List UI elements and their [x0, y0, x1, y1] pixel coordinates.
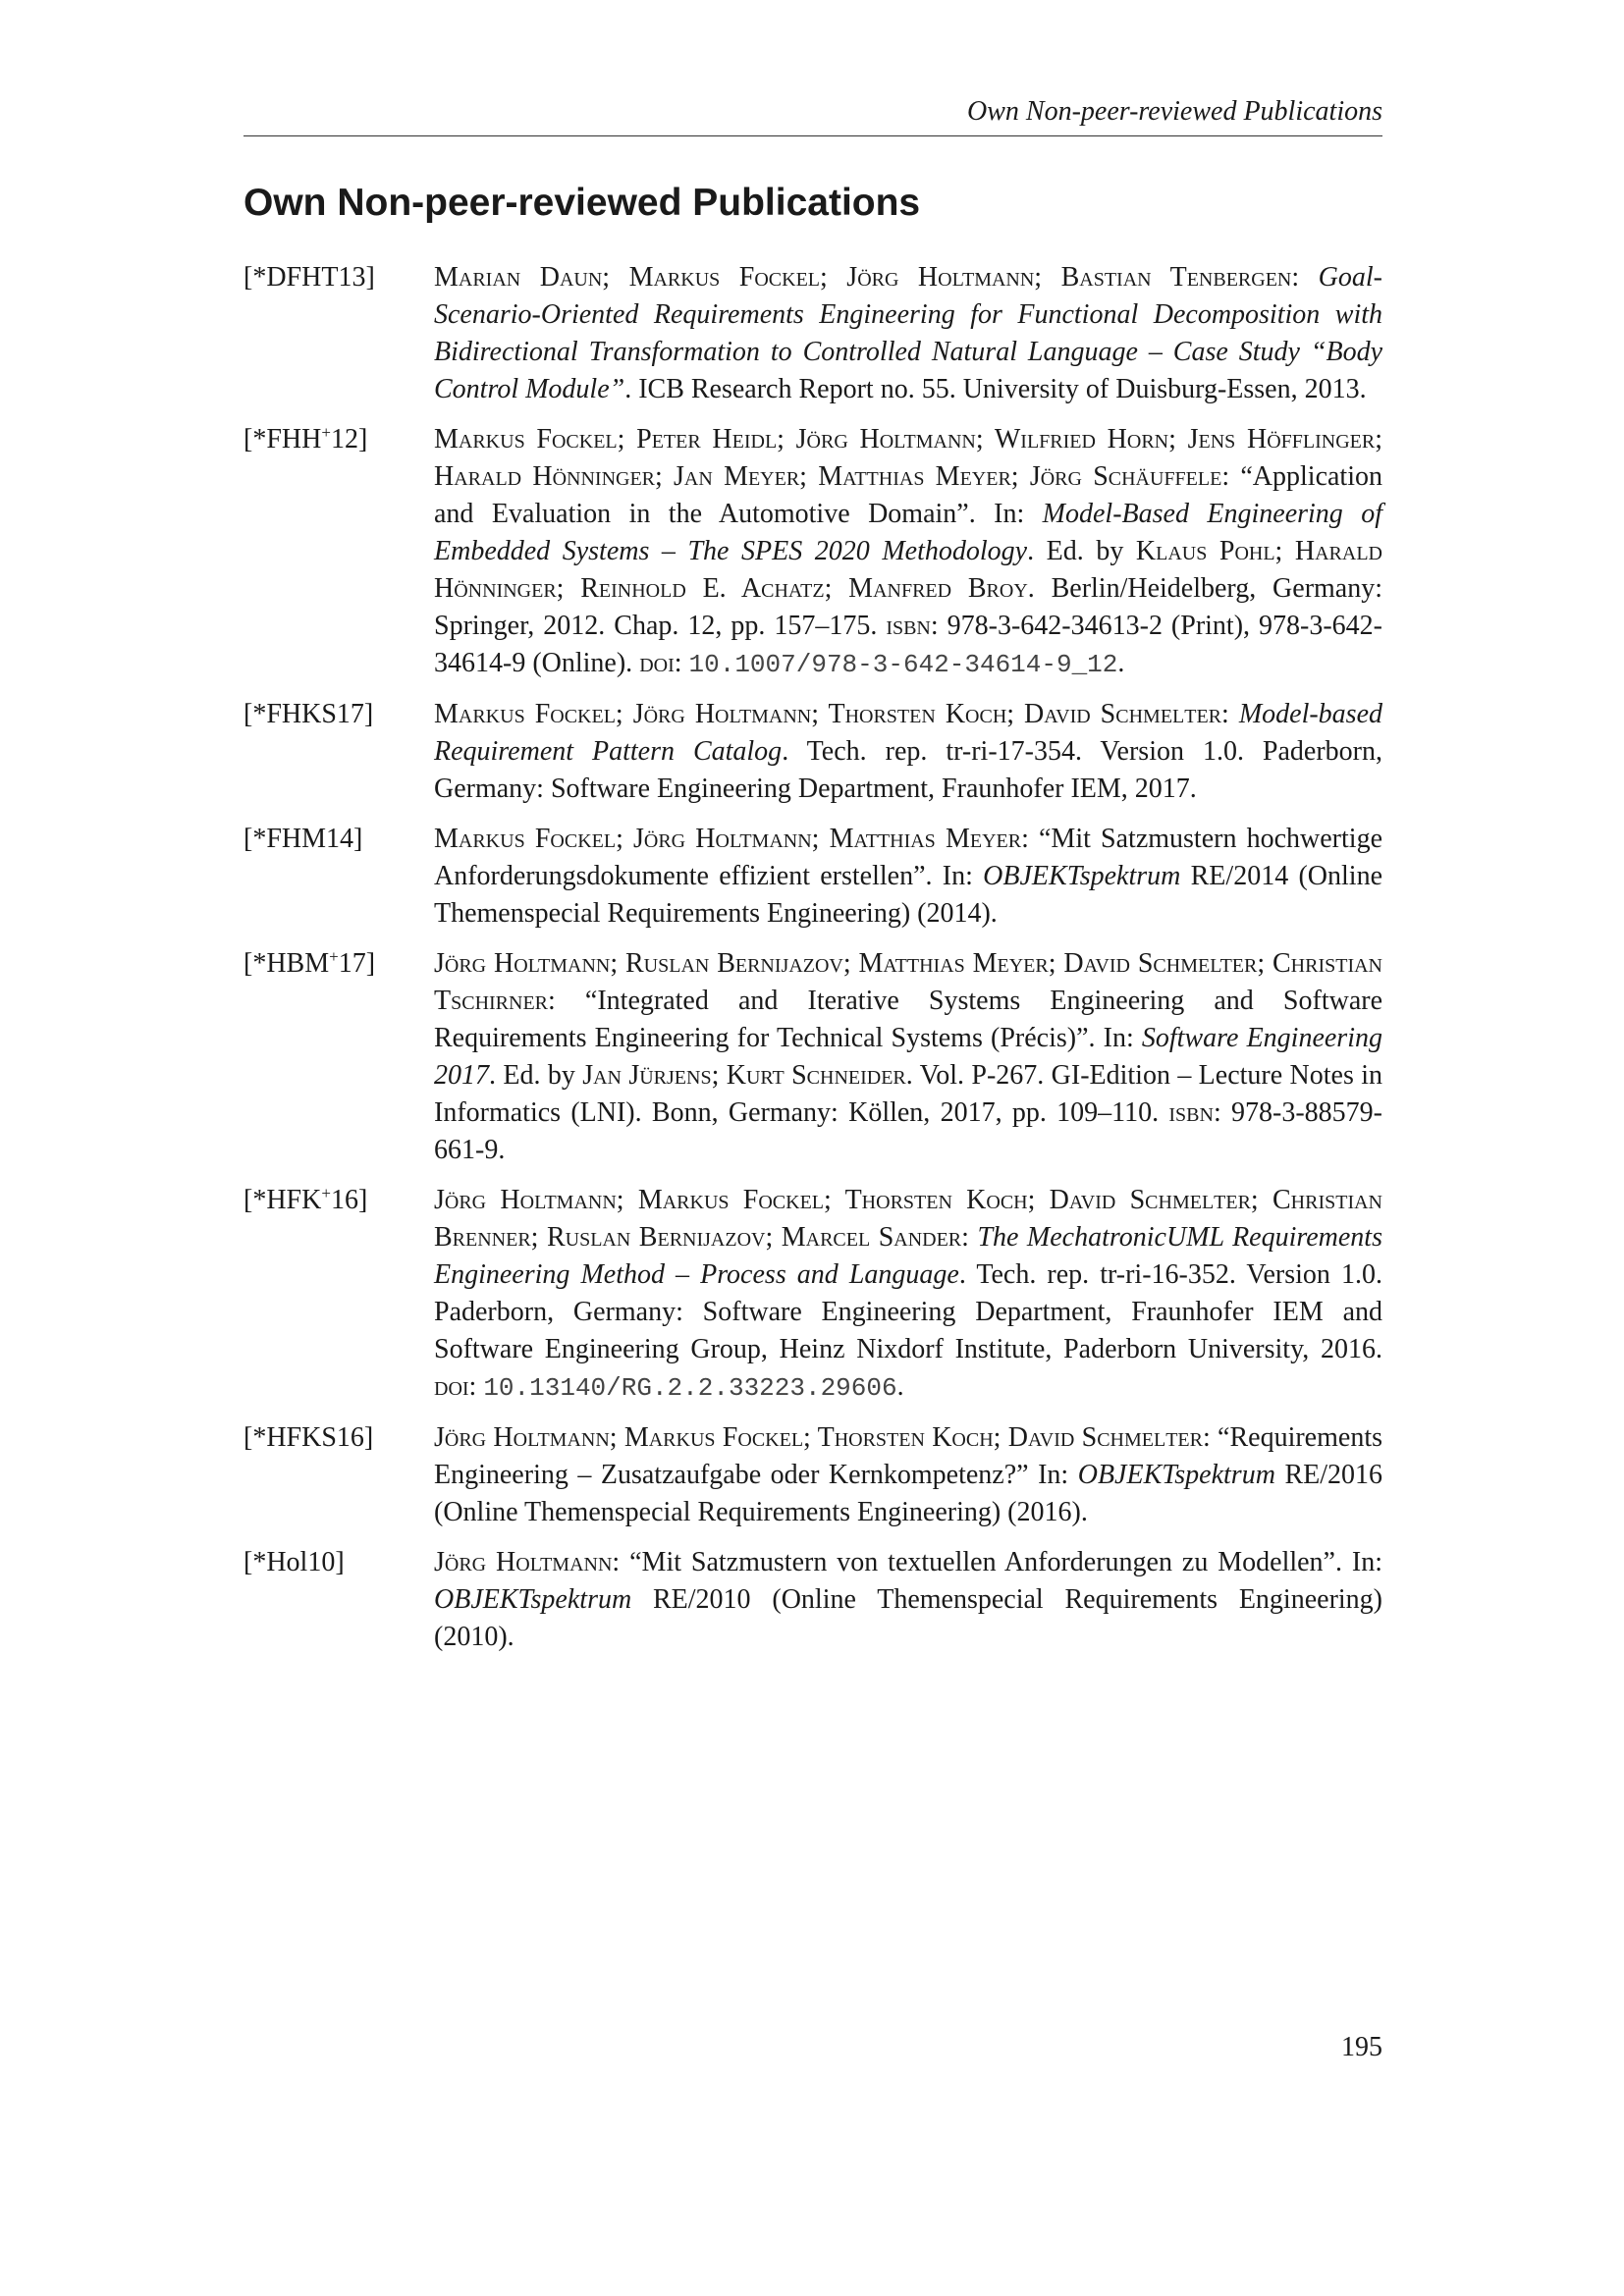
entry-editors: Jan Jürjens; Kurt Schneider	[582, 1060, 906, 1091]
entry-key-base: [*FHH	[244, 424, 322, 454]
entry-key: [*FHKS17]	[244, 699, 374, 729]
section-title: Own Non-peer-reviewed Publications	[244, 182, 921, 224]
entry-text-part: : “Integrated and Iterative Systems Engineering and Software Requirements Engineering for Technical Systems (Précis)”. In:	[434, 986, 1382, 1053]
entry-text-part: .	[896, 1371, 904, 1402]
running-header: Own Non-peer-reviewed Publications	[967, 96, 1382, 127]
bib-entry	[244, 821, 1382, 933]
entry-text	[434, 1182, 1382, 1407]
entry-authors: Jörg Holtmann; Markus Fockel; Thorsten Koch; David Schmelter	[434, 1422, 1203, 1453]
entry-key: [*FHM14]	[244, 824, 363, 854]
bib-entry	[244, 259, 1382, 408]
entry-text-part: . Tech. rep. tr-ri-16-352. Version 1.0. Paderborn, Germany: Software Engineering Department, Fraunhofer IEM and Software Engineering Group, Heinz Nixdorf Institute, Paderborn University, 2016.	[434, 1259, 1382, 1364]
entry-text-part: : 978-3-88579-661-9.	[434, 1097, 1382, 1165]
bib-entry	[244, 1419, 1382, 1531]
bib-entry	[244, 421, 1382, 683]
header-rule	[244, 135, 1382, 136]
entry-key-end: 16]	[330, 1185, 368, 1215]
entry-text-part: . Ed. by	[1027, 536, 1136, 566]
entry-text-part: . Vol. P-267. GI-Edition – Lecture Notes in Informatics (LNI). Bonn, Germany: Köllen, 2017, pp. 109–110.	[434, 1060, 1382, 1128]
bib-entry	[244, 945, 1382, 1169]
entry-title: The MechatronicUML Requirements Engineering Method – Process and Language	[434, 1222, 1382, 1290]
isbn-label: isbn	[886, 611, 931, 641]
entry-text-part: : “Mit Satzmustern von textuellen Anforderungen zu Modellen”. In:	[612, 1547, 1383, 1577]
entry-book: Model-Based Engineering of Embedded Systems – The SPES 2020 Methodology	[434, 499, 1383, 566]
entry-authors: Jörg Holtmann; Markus Fockel; Thorsten Koch; David Schmelter; Christian Brenner; Ruslan Bernijazov; Marcel Sander	[434, 1185, 1382, 1253]
doi-link[interactable]: 10.1007/978-3-642-34614-9_12	[688, 650, 1118, 679]
entry-text-part: : 978-3-642-34613-2 (Print), 978-3-642-34614-9 (Online).	[434, 611, 1382, 678]
entry-details: . Tech. rep. tr-ri-17-354. Version 1.0. Paderborn, Germany: Software Engineering Department, Fraunhofer IEM, 2017.	[434, 736, 1382, 804]
bib-entry	[244, 696, 1382, 808]
entry-text	[434, 421, 1382, 683]
entry-key: [*Hol10]	[244, 1547, 345, 1577]
entry-separator: :	[1291, 262, 1319, 293]
entry-details: . ICB Research Report no. 55. University of Duisburg-Essen, 2013.	[624, 374, 1367, 404]
entry-text-part: :	[468, 1371, 484, 1402]
entry-authors: Markus Fockel; Jörg Holtmann; Matthias Meyer	[434, 824, 1022, 854]
entry-key-base: [*HBM	[244, 948, 330, 979]
entry-title-part: : “Application and Evaluation in the Automotive Domain”. In:	[434, 461, 1382, 529]
entry-key	[244, 421, 434, 683]
entry-text-part: :	[961, 1222, 978, 1253]
entry-journal: OBJEKTspektrum	[434, 1584, 632, 1615]
entry-key-sup: +	[329, 947, 339, 966]
doi-label: doi	[434, 1371, 469, 1402]
isbn-label: isbn	[1168, 1097, 1214, 1128]
entry-key: [*DFHT13]	[244, 262, 375, 293]
entry-text	[434, 696, 1382, 808]
entry-text	[434, 1419, 1382, 1531]
entry-text	[434, 1544, 1382, 1656]
entry-authors: Jörg Holtmann	[434, 1547, 613, 1577]
bibliography-list	[244, 259, 1382, 1669]
entry-key	[244, 945, 434, 1169]
entry-text-part: RE/2016 (Online Themenspecial Requirements Engineering) (2016).	[434, 1460, 1383, 1527]
entry-text-part: .	[1117, 648, 1125, 678]
entry-journal: OBJEKTspektrum	[983, 861, 1181, 891]
entry-authors: Markus Fockel; Jörg Holtmann; Thorsten Koch; David Schmelter	[434, 699, 1222, 729]
entry-key: [*HFKS16]	[244, 1422, 374, 1453]
entry-text	[434, 821, 1382, 933]
entry-authors: Marian Daun; Markus Fockel; Jörg Holtmann; Bastian Tenbergen	[434, 262, 1292, 293]
doi-link[interactable]: 10.13140/RG.2.2.33223.29606	[483, 1373, 897, 1403]
entry-text-part: RE/2010 (Online Themenspecial Requirements Engineering) (2010).	[434, 1584, 1382, 1652]
entry-authors: Jörg Holtmann; Ruslan Bernijazov; Matthias Meyer; David Schmelter; Christian Tschirner	[434, 948, 1382, 1016]
entry-authors: Markus Fockel; Peter Heidl; Jörg Holtmann; Wilfried Horn; Jens Höfflinger; Harald Hönninger; Jan Meyer; Matthias Meyer; Jörg Schäuffele	[434, 424, 1382, 492]
entry-text-part: : “Requirements Engineering – Zusatzaufgabe oder Kernkompetenz?” In:	[434, 1422, 1382, 1490]
entry-editors: Klaus Pohl; Harald Hönninger; Reinhold E. Achatz; Manfred Broy	[434, 536, 1382, 604]
entry-separator: :	[1221, 699, 1239, 729]
entry-key-base: [*HFK	[244, 1185, 322, 1215]
entry-text	[434, 259, 1382, 408]
entry-text-part: . Ed. by	[489, 1060, 583, 1091]
entry-book: Software Engineering 2017	[434, 1023, 1382, 1091]
entry-journal: OBJEKTspektrum	[1077, 1460, 1275, 1490]
entry-title: Goal-Scenario-Oriented Requirements Engineering for Functional Decomposition with Bidirectional Transformation to Controlled Natural Language – Case Study “Body Control Module”	[434, 262, 1382, 404]
entry-text	[434, 945, 1382, 1169]
page-number: 195	[1341, 2032, 1382, 2062]
doi-label: doi	[639, 648, 675, 678]
entry-text-part: :	[674, 648, 689, 678]
entry-key-sup: +	[321, 1184, 331, 1202]
entry-key-sup: +	[321, 423, 331, 442]
entry-text-part: RE/2014 (Online Themenspecial Requirements Engineering) (2014).	[434, 861, 1382, 929]
entry-key-end: 17]	[338, 948, 376, 979]
entry-text-part: : “Mit Satzmustern hochwertige Anforderungsdokumente effizient erstellen”. In:	[434, 824, 1382, 891]
entry-text-part: . Berlin/Heidelberg, Germany: Springer, 2012. Chap. 12, pp. 157–175.	[434, 573, 1383, 641]
bib-entry	[244, 1544, 1382, 1656]
entry-key	[244, 1182, 434, 1407]
entry-key-end: 12]	[330, 424, 368, 454]
bib-entry	[244, 1182, 1382, 1407]
entry-title: Model-based Requirement Pattern Catalog	[434, 699, 1382, 767]
